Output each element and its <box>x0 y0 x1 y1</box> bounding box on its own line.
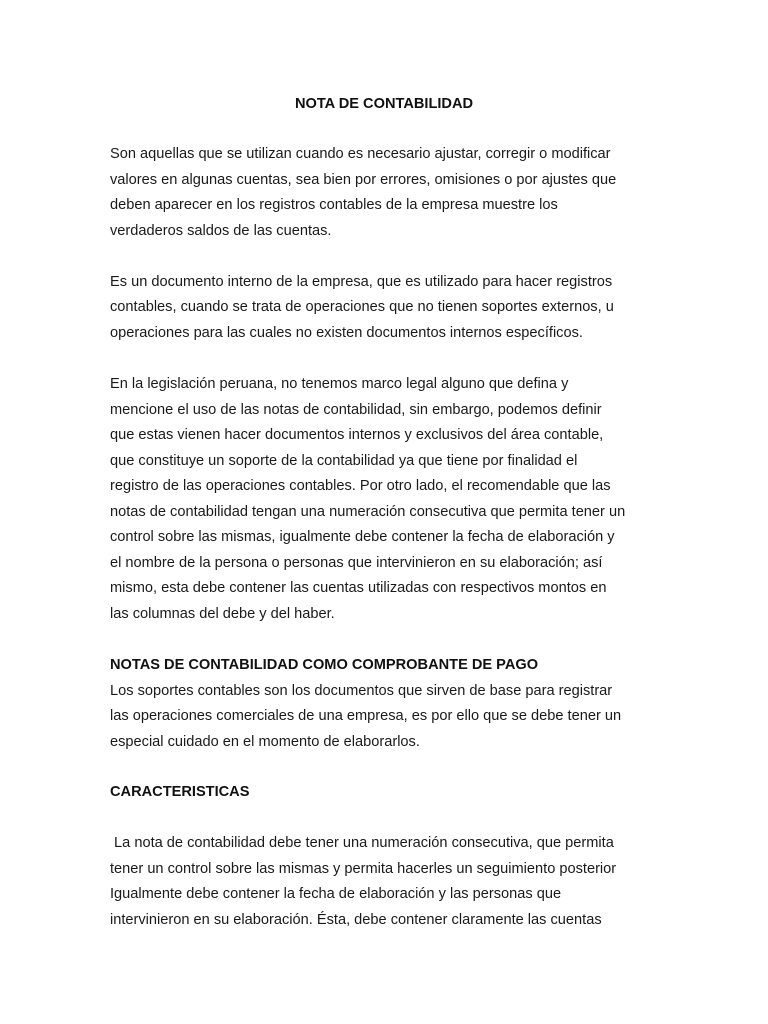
paragraph-4-line: especial cuidado en el momento de elaborarlos. <box>110 734 420 750</box>
paragraph-1-line: deben aparecer en los registros contables de la empresa muestre los <box>110 197 558 213</box>
paragraph-3-line: mencione el uso de las notas de contabilidad, sin embargo, podemos definir <box>110 402 602 418</box>
paragraph-3-line: que constituye un soporte de la contabilidad ya que tiene por finalidad el <box>110 453 578 469</box>
paragraph-4-line: Los soportes contables son los documentos que sirven de base para registrar <box>110 683 613 699</box>
paragraph-3-line: mismo, esta debe contener las cuentas utilizadas con respectivos montos en <box>110 580 607 596</box>
document-title: NOTA DE CONTABILIDAD <box>294 96 474 112</box>
section-heading-comprobante: NOTAS DE CONTABILIDAD COMO COMPROBANTE DE PAGO <box>110 657 539 673</box>
paragraph-3-line: control sobre las mismas, igualmente debe contener la fecha de elaboración y <box>110 529 615 545</box>
paragraph-3-line: el nombre de la persona o personas que intervinieron en su elaboración; así <box>110 555 603 571</box>
paragraph-5-line: intervinieron en su elaboración. Ésta, debe contener claramente las cuentas <box>110 912 602 928</box>
paragraph-5-line: tener un control sobre las mismas y permita hacerles un seguimiento posterior <box>110 861 617 877</box>
paragraph-5-line: La nota de contabilidad debe tener una numeración consecutiva, que permita <box>110 835 614 851</box>
paragraph-2-line: Es un documento interno de la empresa, que es utilizado para hacer registros <box>110 274 613 290</box>
paragraph-3-line: notas de contabilidad tengan una numeración consecutiva que permita tener un <box>110 504 626 520</box>
paragraph-3-line: las columnas del debe y del haber. <box>110 606 335 622</box>
paragraph-5-line: Igualmente debe contener la fecha de elaboración y las personas que <box>110 886 562 902</box>
paragraph-1-line: verdaderos saldos de las cuentas. <box>110 223 332 239</box>
paragraph-1-line: Son aquellas que se utilizan cuando es necesario ajustar, corregir o modificar <box>110 146 611 162</box>
paragraph-2-line: contables, cuando se trata de operaciones que no tienen soportes externos, u <box>110 299 614 315</box>
paragraph-3-line: En la legislación peruana, no tenemos marco legal alguno que defina y <box>110 376 569 392</box>
paragraph-1-line: valores en algunas cuentas, sea bien por errores, omisiones o por ajustes que <box>110 172 617 188</box>
paragraph-3-line: que estas vienen hacer documentos internos y exclusivos del área contable, <box>110 427 604 443</box>
section-heading-caracteristicas: CARACTERISTICAS <box>110 784 250 800</box>
paragraph-2-line: operaciones para las cuales no existen documentos internos específicos. <box>110 325 583 341</box>
paragraph-3-line: registro de las operaciones contables. Por otro lado, el recomendable que las <box>110 478 611 494</box>
paragraph-4-line: las operaciones comerciales de una empresa, es por ello que se debe tener un <box>110 708 622 724</box>
